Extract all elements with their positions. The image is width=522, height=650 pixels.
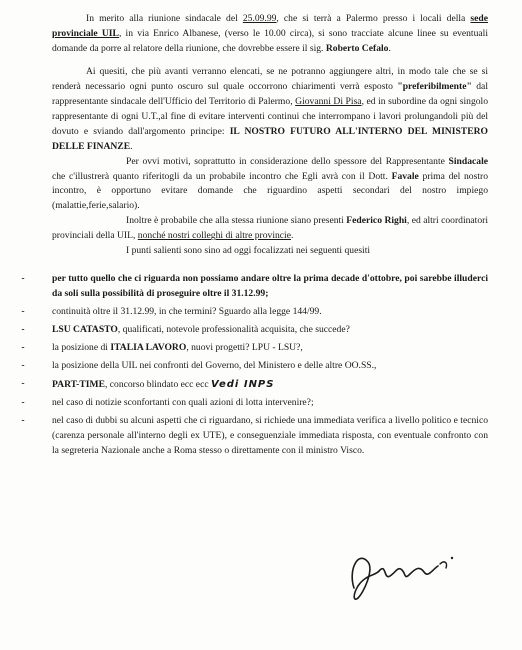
text: Inoltre è probabile che alla stessa riunione siano presenti xyxy=(126,215,347,227)
text: la posizione della UIL nei confronti del Governo, del Ministero e delle altre OO.SS., xyxy=(52,360,377,372)
text: dal rappresentante sindacale dell'Ufficio del Territorio di Palermo, xyxy=(52,80,488,107)
dash-bullet: - xyxy=(21,396,25,408)
text: , ed altri coordinatori provinciali della UIL, xyxy=(52,215,488,242)
paragraph-questions xyxy=(52,65,488,155)
list-item xyxy=(21,272,488,302)
text: continuità oltre il 31.12.99, in che termini? Sguardo alla legge 144/99. xyxy=(52,306,322,318)
text: . xyxy=(130,140,133,152)
meeting-date: 25.09.99 xyxy=(242,13,277,24)
document-body xyxy=(21,12,489,462)
paragraph-motives xyxy=(52,155,488,215)
paragraph-meeting xyxy=(52,12,488,57)
dash-bullet: - xyxy=(21,360,25,372)
text: , qualificati, notevole professionalità acquisita, che succede? xyxy=(117,324,350,336)
paragraph-attendees xyxy=(52,214,488,244)
text: che c'illustrerà quanto riferitogli da un probabile incontro che Egli avrà con il Dott. xyxy=(52,170,392,182)
dash-bullet: - xyxy=(21,273,25,285)
list-item xyxy=(21,396,488,411)
emphasis: Sindacale xyxy=(448,155,488,167)
person-name: Federico Righi xyxy=(346,215,407,227)
text-bold: ITALIA LAVORO xyxy=(110,342,187,354)
paragraph-points-intro: I punti salienti sono sino ad oggi focalizzati nei seguenti quesiti xyxy=(126,245,371,257)
person-name: Favale xyxy=(391,170,419,182)
list-item xyxy=(21,359,488,374)
handwritten-signature xyxy=(340,540,490,610)
text: la posizione di xyxy=(52,342,111,354)
list-item xyxy=(21,377,488,393)
text: prima del nostro incontro, è opportuno evitare domande che riguardino aspetti secondari del nostro impiego (malattie,ferie,salario). xyxy=(52,170,488,212)
list-item xyxy=(21,305,488,320)
text: Per ovvi motivi, soprattutto in considerazione dello spessore del Rappresentante xyxy=(126,155,449,167)
list-item xyxy=(21,323,488,338)
representative-name: Giovanni Di Pisa xyxy=(295,95,362,107)
list-item xyxy=(21,341,488,356)
text: nel caso di dubbi su alcuni aspetti che ci riguardano, si richiede una immediata verifica a livello politico e tecnico (carenza personale all'interno degli ex UTE), e conseguenziale immediata risposta, con eventuale confronto con la segreteria Nazionale anche a Roma stesso o direttamente con il ministro Visco. xyxy=(52,414,488,456)
main-topic: IL NOSTRO FUTURO ALL'INTERNO DEL MINISTERO DELLE FINANZE xyxy=(52,125,488,152)
dash-bullet: - xyxy=(21,324,25,336)
text-bold: per tutto quello che ci riguarda non possiamo andare oltre la prima decade d'ottobre, poi sarebbe illuderci da soli sulla possibilità di proseguire oltre il 31.12.99; xyxy=(52,273,488,300)
colleagues: nonché nostri colleghi di altre provincie xyxy=(137,230,291,242)
questions-list xyxy=(21,272,488,458)
text: Ai quesiti, che più avanti verranno elencati, se ne potranno aggiungere altri, in modo tale che se si renderà necessario ogni punto oscuro sul quale occorrono chiarimenti verrà esposto xyxy=(52,65,488,92)
text: , in via Enrico Albanese, (verso le 10.00 circa), si sono tracciate alcune linee su eventuali domande da porre al relatore della riunione, che dovrebbe essere il sig. xyxy=(52,27,488,54)
text: , nuovi progetti? LPU - LSU?, xyxy=(186,342,303,354)
dash-bullet: - xyxy=(21,342,25,354)
text: nel caso di notizie sconfortanti con quali azioni di lotta intervenire?; xyxy=(52,396,314,408)
list-item xyxy=(21,414,488,459)
text: . xyxy=(290,230,294,242)
dash-bullet: - xyxy=(21,306,25,318)
text: , ed in subordine da ogni singolo rappresentante di ogni U.T.,al fine di evitare interventi continui che interrompano i lavori prolungandoli più del dovuto e sviando dall'argomento principe: xyxy=(52,95,488,137)
text-bold: LSU CATASTO xyxy=(52,324,118,336)
text-bold: PART-TIME xyxy=(52,378,105,390)
speaker-name: Roberto Cefalo xyxy=(325,42,389,54)
text: , che si terrà a Palermo presso i locali della xyxy=(276,13,471,24)
emphasis: "preferibilmente" xyxy=(397,80,472,92)
meeting-venue: sede provinciale UIL xyxy=(52,13,489,39)
dash-bullet: - xyxy=(21,414,25,426)
text: , concorso blindato ecc ecc xyxy=(104,378,211,390)
text: . xyxy=(388,42,391,54)
handwritten-note: Vedi INPS xyxy=(210,378,275,390)
dash-bullet: - xyxy=(21,377,25,389)
text: In merito alla riunione sindacale del xyxy=(86,13,243,24)
